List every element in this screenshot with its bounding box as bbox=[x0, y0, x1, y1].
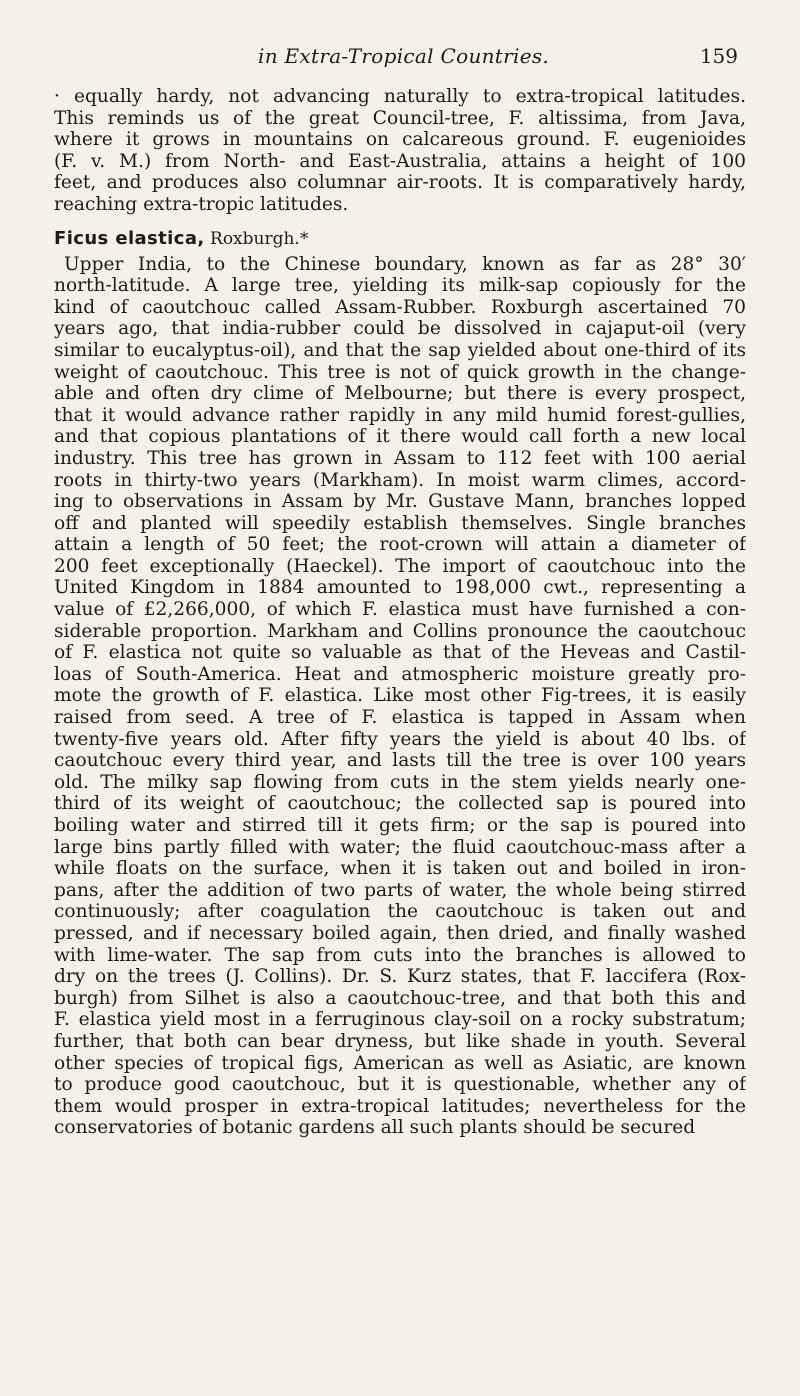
page-number: 159 bbox=[699, 44, 738, 68]
text-line: loas of South-America. Heat and atmospheric moisture greatly pro- bbox=[54, 663, 746, 685]
text-line: to produce good caoutchouc, but it is questionable, whether any of bbox=[54, 1074, 746, 1096]
species-authority: Roxburgh.* bbox=[204, 228, 309, 249]
text-line: twenty-five years old. After fifty years the yield is about 40 lbs. of bbox=[54, 728, 746, 750]
text-line: them would prosper in extra-tropical latitudes; nevertheless for the bbox=[54, 1095, 746, 1117]
text-line: value of £2,266,000, of which F. elastica must have furnished a con- bbox=[54, 599, 746, 621]
text-line: ing to observations in Assam by Mr. Gustave Mann, branches lopped bbox=[54, 491, 746, 513]
page-body bbox=[54, 86, 746, 1139]
text-line: while floats on the surface, when it is taken out and boiled in iron- bbox=[54, 858, 746, 880]
text-line: feet, and produces also columnar air-roots. It is comparatively hardy, bbox=[54, 172, 746, 194]
text-line: weight of caoutchouc. This tree is not of quick growth in the change- bbox=[54, 361, 746, 383]
text-line: continuously; after coagulation the caoutchouc is taken out and bbox=[54, 901, 746, 923]
text-line: third of its weight of caoutchouc; the collected sap is poured into bbox=[54, 793, 746, 815]
text-line: of F. elastica not quite so valuable as that of the Heveas and Castil- bbox=[54, 642, 746, 664]
text-line: · equally hardy, not advancing naturally to extra-tropical latitudes. bbox=[54, 86, 746, 107]
running-head: in Extra-Tropical Countries. bbox=[258, 44, 550, 68]
text-line: similar to eucalyptus-oil), and that the sap yielded about one-third of its bbox=[54, 339, 746, 361]
text-line: large bins partly filled with water; the fluid caoutchouc-mass after a bbox=[54, 836, 746, 858]
text-line: where it grows in mountains on calcareous ground. F. eugenioides bbox=[54, 129, 746, 151]
intro-paragraph bbox=[54, 86, 746, 216]
text-line: caoutchouc every third year, and lasts till the tree is over 100 years bbox=[54, 750, 746, 772]
text-line: dry on the trees (J. Collins). Dr. S. Kurz states, that F. laccifera (Rox- bbox=[54, 966, 746, 988]
text-line: Upper India, to the Chinese boundary, known as far as 28° 30′ bbox=[64, 253, 746, 275]
text-line: attain a length of 50 feet; the root-crown will attain a diameter of bbox=[54, 534, 746, 556]
text-line: and that copious plantations of it there would call forth a new local bbox=[54, 426, 746, 448]
text-line: reaching extra-tropic latitudes. bbox=[54, 193, 349, 215]
text-line: mote the growth of F. elastica. Like most other Fig-trees, it is easily bbox=[54, 685, 746, 707]
text-line: pans, after the addition of two parts of water, the whole being stirred bbox=[54, 879, 746, 901]
text-line: north-latitude. A large tree, yielding its milk-sap copiously for the bbox=[54, 275, 746, 297]
species-name: Ficus elastica, bbox=[54, 227, 205, 249]
text-line: roots in thirty-two years (Markham). In moist warm climes, accord- bbox=[54, 469, 746, 491]
section-paragraph bbox=[54, 254, 746, 1139]
page-header bbox=[0, 44, 800, 74]
text-line: old. The milky sap flowing from cuts in the stem yields nearly one- bbox=[54, 771, 746, 793]
text-line: F. elastica yield most in a ferruginous clay-soil on a rocky substratum; bbox=[54, 1009, 746, 1031]
text-line: further, that both can bear dryness, but like shade in youth. Several bbox=[54, 1030, 746, 1052]
text-line: United Kingdom in 1884 amounted to 198,000 cwt., representing a bbox=[54, 577, 746, 599]
text-line: boiling water and stirred till it gets firm; or the sap is poured into bbox=[54, 815, 746, 836]
text-line: that it would advance rather rapidly in any mild humid forest-gullies, bbox=[54, 404, 746, 426]
text-line: years ago, that india-rubber could be dissolved in cajaput-oil (very bbox=[54, 318, 746, 340]
text-line: able and often dry clime of Melbourne; but there is every prospect, bbox=[54, 383, 746, 405]
text-line: This reminds us of the great Council-tree, F. altissima, from Java, bbox=[54, 107, 746, 129]
text-line: (F. v. M.) from North- and East-Australia, attains a height of 100 bbox=[54, 150, 746, 172]
text-line: siderable proportion. Markham and Collins pronounce the caoutchouc bbox=[54, 620, 746, 642]
section-heading bbox=[54, 228, 746, 252]
text-line: off and planted will speedily establish themselves. Single branches bbox=[54, 512, 746, 534]
text-line: industry. This tree has grown in Assam to 112 feet with 100 aerial bbox=[54, 447, 746, 469]
text-line: 200 feet exceptionally (Haeckel). The import of caoutchouc into the bbox=[54, 555, 746, 577]
text-line: with lime-water. The sap from cuts into the branches is allowed to bbox=[54, 944, 746, 966]
text-line: other species of tropical figs, American as well as Asiatic, are known bbox=[54, 1052, 746, 1074]
text-line: conservatories of botanic gardens all such plants should be secured bbox=[54, 1117, 696, 1139]
text-line: burgh) from Silhet is also a caoutchouc-tree, and that both this and bbox=[54, 987, 746, 1009]
text-line: pressed, and if necessary boiled again, then dried, and finally washed bbox=[54, 922, 746, 944]
text-line: kind of caoutchouc called Assam-Rubber. Roxburgh ascertained 70 bbox=[54, 296, 746, 318]
text-line: raised from seed. A tree of F. elastica is tapped in Assam when bbox=[54, 707, 746, 729]
